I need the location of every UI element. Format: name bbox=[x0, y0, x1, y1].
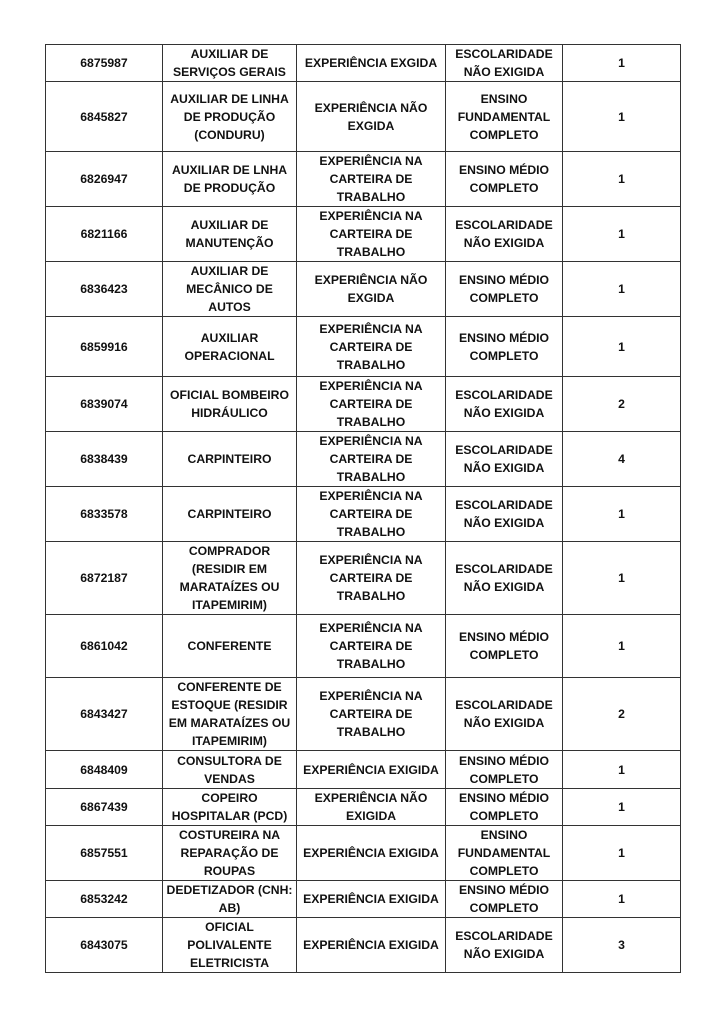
job-title: AUXILIAR DE SERVIÇOS GERAIS bbox=[163, 45, 297, 82]
education-requirement: ENSINO FUNDAMENTAL COMPLETO bbox=[446, 82, 563, 152]
table-row bbox=[46, 377, 681, 432]
vacancy-code: 6845827 bbox=[46, 82, 163, 152]
vacancy-quantity: 1 bbox=[563, 542, 681, 615]
vacancy-quantity: 1 bbox=[563, 751, 681, 789]
job-title: OFICIAL POLIVALENTE ELETRICISTA bbox=[163, 918, 297, 973]
table-row bbox=[46, 82, 681, 152]
education-requirement: ENSINO MÉDIO COMPLETO bbox=[446, 751, 563, 789]
vacancy-code: 6839074 bbox=[46, 377, 163, 432]
vacancy-quantity: 1 bbox=[563, 615, 681, 678]
job-title: CONFERENTE bbox=[163, 615, 297, 678]
experience-requirement: EXPERIÊNCIA NA CARTEIRA DE TRABALHO bbox=[297, 615, 446, 678]
education-requirement: ESCOLARIDADE NÃO EXIGIDA bbox=[446, 377, 563, 432]
job-title: CONFERENTE DE ESTOQUE (RESIDIR EM MARATAÍZES OU ITAPEMIRIM) bbox=[163, 678, 297, 751]
table-row bbox=[46, 207, 681, 262]
experience-requirement: EXPERIÊNCIA NA CARTEIRA DE TRABALHO bbox=[297, 542, 446, 615]
table-row bbox=[46, 615, 681, 678]
job-title: CONSULTORA DE VENDAS bbox=[163, 751, 297, 789]
education-requirement: ESCOLARIDADE NÃO EXIGIDA bbox=[446, 918, 563, 973]
vacancy-quantity: 1 bbox=[563, 826, 681, 881]
vacancy-quantity: 1 bbox=[563, 262, 681, 317]
job-title: AUXILIAR DE LINHA DE PRODUÇÃO (CONDURU) bbox=[163, 82, 297, 152]
vacancy-code: 6836423 bbox=[46, 262, 163, 317]
job-title: AUXILIAR DE MECÂNICO DE AUTOS bbox=[163, 262, 297, 317]
experience-requirement: EXPERIÊNCIA NA CARTEIRA DE TRABALHO bbox=[297, 377, 446, 432]
experience-requirement: EXPERIÊNCIA EXIGIDA bbox=[297, 751, 446, 789]
table-row bbox=[46, 45, 681, 82]
job-title: AUXILIAR DE LNHA DE PRODUÇÃO bbox=[163, 152, 297, 207]
experience-requirement: EXPERIÊNCIA NA CARTEIRA DE TRABALHO bbox=[297, 678, 446, 751]
job-title: COSTUREIRA NA REPARAÇÃO DE ROUPAS bbox=[163, 826, 297, 881]
table-row bbox=[46, 881, 681, 918]
vacancy-code: 6853242 bbox=[46, 881, 163, 918]
education-requirement: ESCOLARIDADE NÃO EXIGIDA bbox=[446, 207, 563, 262]
job-title: AUXILIAR DE MANUTENÇÃO bbox=[163, 207, 297, 262]
vacancy-quantity: 3 bbox=[563, 918, 681, 973]
vacancy-quantity: 1 bbox=[563, 487, 681, 542]
vacancy-quantity: 1 bbox=[563, 45, 681, 82]
table-row bbox=[46, 789, 681, 826]
vacancy-quantity: 2 bbox=[563, 678, 681, 751]
vacancy-code: 6833578 bbox=[46, 487, 163, 542]
experience-requirement: EXPERIÊNCIA EXIGIDA bbox=[297, 881, 446, 918]
education-requirement: ENSINO MÉDIO COMPLETO bbox=[446, 789, 563, 826]
vacancy-code: 6875987 bbox=[46, 45, 163, 82]
job-title: DEDETIZADOR (CNH: AB) bbox=[163, 881, 297, 918]
vacancy-quantity: 2 bbox=[563, 377, 681, 432]
experience-requirement: EXPERIÊNCIA NA CARTEIRA DE TRABALHO bbox=[297, 317, 446, 377]
education-requirement: ESCOLARIDADE NÃO EXIGIDA bbox=[446, 45, 563, 82]
table-row bbox=[46, 918, 681, 973]
experience-requirement: EXPERIÊNCIA NA CARTEIRA DE TRABALHO bbox=[297, 207, 446, 262]
experience-requirement: EXPERIÊNCIA EXIGIDA bbox=[297, 826, 446, 881]
vacancy-quantity: 1 bbox=[563, 152, 681, 207]
table-row bbox=[46, 317, 681, 377]
experience-requirement: EXPERIÊNCIA NÃO EXIGIDA bbox=[297, 789, 446, 826]
education-requirement: ENSINO MÉDIO COMPLETO bbox=[446, 881, 563, 918]
job-title: CARPINTEIRO bbox=[163, 432, 297, 487]
vacancy-quantity: 4 bbox=[563, 432, 681, 487]
education-requirement: ESCOLARIDADE NÃO EXIGIDA bbox=[446, 678, 563, 751]
experience-requirement: EXPERIÊNCIA NA CARTEIRA DE TRABALHO bbox=[297, 432, 446, 487]
education-requirement: ENSINO MÉDIO COMPLETO bbox=[446, 317, 563, 377]
education-requirement: ENSINO MÉDIO COMPLETO bbox=[446, 262, 563, 317]
job-title: AUXILIAR OPERACIONAL bbox=[163, 317, 297, 377]
vacancy-quantity: 1 bbox=[563, 789, 681, 826]
education-requirement: ESCOLARIDADE NÃO EXIGIDA bbox=[446, 487, 563, 542]
experience-requirement: EXPERIÊNCIA NA CARTEIRA DE TRABALHO bbox=[297, 487, 446, 542]
education-requirement: ESCOLARIDADE NÃO EXIGIDA bbox=[446, 542, 563, 615]
vacancy-code: 6872187 bbox=[46, 542, 163, 615]
job-title: COPEIRO HOSPITALAR (PCD) bbox=[163, 789, 297, 826]
vacancy-quantity: 1 bbox=[563, 317, 681, 377]
table-row bbox=[46, 751, 681, 789]
job-vacancies-table bbox=[45, 44, 681, 973]
vacancy-quantity: 1 bbox=[563, 881, 681, 918]
vacancy-code: 6843075 bbox=[46, 918, 163, 973]
vacancy-code: 6843427 bbox=[46, 678, 163, 751]
vacancy-quantity: 1 bbox=[563, 207, 681, 262]
job-title: OFICIAL BOMBEIRO HIDRÁULICO bbox=[163, 377, 297, 432]
education-requirement: ENSINO MÉDIO COMPLETO bbox=[446, 615, 563, 678]
education-requirement: ENSINO FUNDAMENTAL COMPLETO bbox=[446, 826, 563, 881]
vacancy-code: 6848409 bbox=[46, 751, 163, 789]
education-requirement: ESCOLARIDADE NÃO EXIGIDA bbox=[446, 432, 563, 487]
table-row bbox=[46, 262, 681, 317]
experience-requirement: EXPERIÊNCIA NÃO EXGIDA bbox=[297, 262, 446, 317]
vacancy-quantity: 1 bbox=[563, 82, 681, 152]
experience-requirement: EXPERIÊNCIA EXIGIDA bbox=[297, 918, 446, 973]
vacancy-code: 6867439 bbox=[46, 789, 163, 826]
vacancy-code: 6826947 bbox=[46, 152, 163, 207]
vacancy-code: 6838439 bbox=[46, 432, 163, 487]
table-row bbox=[46, 678, 681, 751]
job-title: CARPINTEIRO bbox=[163, 487, 297, 542]
experience-requirement: EXPERIÊNCIA NÃO EXGIDA bbox=[297, 82, 446, 152]
vacancy-code: 6859916 bbox=[46, 317, 163, 377]
education-requirement: ENSINO MÉDIO COMPLETO bbox=[446, 152, 563, 207]
job-title: COMPRADOR (RESIDIR EM MARATAÍZES OU ITAPEMIRIM) bbox=[163, 542, 297, 615]
table-row bbox=[46, 152, 681, 207]
vacancy-code: 6861042 bbox=[46, 615, 163, 678]
table-row bbox=[46, 432, 681, 487]
vacancy-code: 6857551 bbox=[46, 826, 163, 881]
vacancy-code: 6821166 bbox=[46, 207, 163, 262]
table-row bbox=[46, 487, 681, 542]
experience-requirement: EXPERIÊNCIA EXGIDA bbox=[297, 45, 446, 82]
experience-requirement: EXPERIÊNCIA NA CARTEIRA DE TRABALHO bbox=[297, 152, 446, 207]
table-row bbox=[46, 542, 681, 615]
table-row bbox=[46, 826, 681, 881]
